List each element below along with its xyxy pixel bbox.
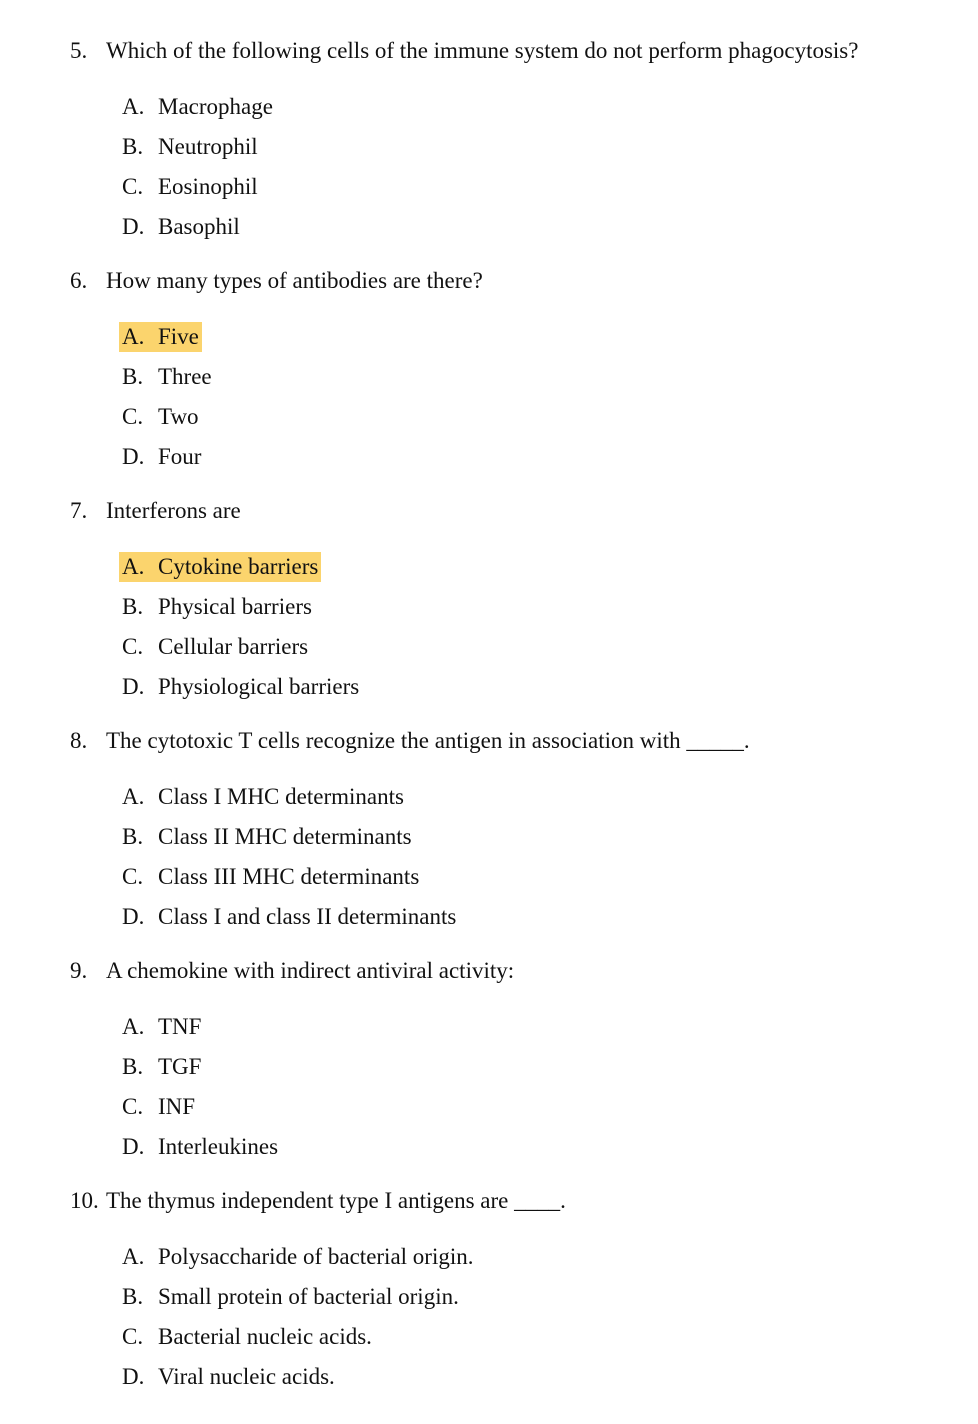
question-text: A chemokine with indirect antiviral activity: bbox=[106, 958, 515, 983]
option-text: Cellular barriers bbox=[158, 634, 309, 659]
option-list bbox=[70, 782, 960, 942]
option-c[interactable] bbox=[122, 632, 960, 672]
option-text: Cytokine barriers bbox=[158, 554, 319, 579]
option-letter: D. bbox=[122, 1134, 145, 1159]
option-text: Class I and class II determinants bbox=[158, 904, 457, 929]
option-a-highlighted[interactable] bbox=[122, 552, 960, 592]
option-c[interactable] bbox=[122, 402, 960, 442]
question-6 bbox=[70, 266, 960, 482]
option-letter: B. bbox=[122, 594, 144, 619]
option-a[interactable] bbox=[122, 782, 960, 822]
option-letter: D. bbox=[122, 214, 145, 239]
question-number: 10. bbox=[70, 1188, 99, 1213]
question-text: Interferons are bbox=[106, 498, 241, 523]
option-letter: C. bbox=[122, 1094, 144, 1119]
option-a[interactable] bbox=[122, 1242, 960, 1282]
option-d[interactable] bbox=[122, 902, 960, 942]
question-number: 6. bbox=[70, 268, 88, 293]
question-text: How many types of antibodies are there? bbox=[106, 268, 483, 293]
option-text: Neutrophil bbox=[158, 134, 258, 159]
option-text: Basophil bbox=[158, 214, 240, 239]
question-5 bbox=[70, 36, 960, 252]
option-letter: D. bbox=[122, 674, 145, 699]
option-letter: D. bbox=[122, 904, 145, 929]
option-text: Polysaccharide of bacterial origin. bbox=[158, 1244, 474, 1269]
option-d[interactable] bbox=[122, 672, 960, 712]
option-b[interactable] bbox=[122, 362, 960, 402]
option-b[interactable] bbox=[122, 1052, 960, 1092]
option-list bbox=[70, 92, 960, 252]
option-letter: C. bbox=[122, 864, 144, 889]
option-a[interactable] bbox=[122, 92, 960, 132]
question-stem bbox=[70, 36, 960, 66]
option-list bbox=[70, 552, 960, 712]
option-text: Macrophage bbox=[158, 94, 273, 119]
question-7 bbox=[70, 496, 960, 712]
option-letter: C. bbox=[122, 1324, 144, 1349]
option-b[interactable] bbox=[122, 822, 960, 862]
question-8 bbox=[70, 726, 960, 942]
option-text: Three bbox=[158, 364, 212, 389]
option-a-highlighted[interactable] bbox=[122, 322, 960, 362]
option-b[interactable] bbox=[122, 132, 960, 172]
option-text: Four bbox=[158, 444, 202, 469]
option-text: TGF bbox=[158, 1054, 202, 1079]
question-stem bbox=[70, 726, 960, 756]
option-letter: A. bbox=[122, 324, 145, 349]
option-text: Physical barriers bbox=[158, 594, 312, 619]
option-letter: D. bbox=[122, 444, 145, 469]
option-text: Two bbox=[158, 404, 199, 429]
option-letter: B. bbox=[122, 134, 144, 159]
option-letter: A. bbox=[122, 1014, 145, 1039]
option-letter: B. bbox=[122, 364, 144, 389]
question-10 bbox=[70, 1186, 960, 1402]
option-text: Class II MHC determinants bbox=[158, 824, 412, 849]
question-stem bbox=[70, 1186, 960, 1216]
option-c[interactable] bbox=[122, 1322, 960, 1362]
option-list bbox=[70, 322, 960, 482]
question-stem bbox=[70, 496, 960, 526]
option-text: Interleukines bbox=[158, 1134, 279, 1159]
option-a[interactable] bbox=[122, 1012, 960, 1052]
option-text: Class I MHC determinants bbox=[158, 784, 404, 809]
option-text: Small protein of bacterial origin. bbox=[158, 1284, 459, 1309]
question-number: 8. bbox=[70, 728, 88, 753]
option-d[interactable] bbox=[122, 1132, 960, 1172]
option-letter: A. bbox=[122, 554, 145, 579]
option-letter: C. bbox=[122, 174, 144, 199]
option-text: Physiological barriers bbox=[158, 674, 360, 699]
option-letter: B. bbox=[122, 1054, 144, 1079]
question-text: The thymus independent type I antigens are ____. bbox=[106, 1188, 566, 1213]
option-letter: A. bbox=[122, 1244, 145, 1269]
question-stem bbox=[70, 956, 960, 986]
option-letter: B. bbox=[122, 1284, 144, 1309]
option-letter: D. bbox=[122, 1364, 145, 1389]
question-number: 7. bbox=[70, 498, 88, 523]
option-letter: C. bbox=[122, 634, 144, 659]
question-number: 9. bbox=[70, 958, 88, 983]
option-text: Five bbox=[158, 324, 199, 349]
question-9 bbox=[70, 956, 960, 1172]
option-text: Class III MHC determinants bbox=[158, 864, 420, 889]
option-b[interactable] bbox=[122, 592, 960, 632]
option-text: Viral nucleic acids. bbox=[158, 1364, 335, 1389]
option-list bbox=[70, 1242, 960, 1402]
question-text: Which of the following cells of the immune system do not perform phagocytosis? bbox=[106, 38, 859, 63]
option-c[interactable] bbox=[122, 172, 960, 212]
option-text: INF bbox=[158, 1094, 196, 1119]
option-d[interactable] bbox=[122, 442, 960, 482]
option-text: Eosinophil bbox=[158, 174, 258, 199]
option-letter: C. bbox=[122, 404, 144, 429]
option-letter: B. bbox=[122, 824, 144, 849]
option-text: TNF bbox=[158, 1014, 202, 1039]
option-letter: A. bbox=[122, 784, 145, 809]
option-text: Bacterial nucleic acids. bbox=[158, 1324, 372, 1349]
question-stem bbox=[70, 266, 960, 296]
option-list bbox=[70, 1012, 960, 1172]
question-number: 5. bbox=[70, 38, 88, 63]
question-text: The cytotoxic T cells recognize the antigen in association with _____. bbox=[106, 728, 750, 753]
option-letter: A. bbox=[122, 94, 145, 119]
option-d[interactable] bbox=[122, 212, 960, 252]
option-d[interactable] bbox=[122, 1362, 960, 1402]
option-b[interactable] bbox=[122, 1282, 960, 1322]
option-c[interactable] bbox=[122, 1092, 960, 1132]
option-c[interactable] bbox=[122, 862, 960, 902]
